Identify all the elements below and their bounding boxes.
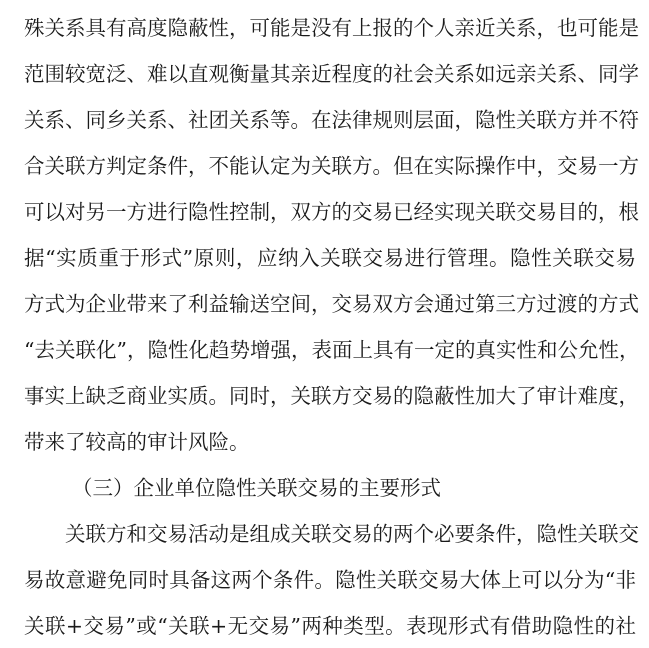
- paragraph1-line-10: 带来了较高的审计风险。: [24, 430, 250, 454]
- paragraph1-line-7: 方式为企业带来了利益输送空间，交易双方会通过第三方过渡的方式: [24, 292, 639, 316]
- paragraph2-line-2: 易故意避免同时具备这两个条件。隐性关联交易大体上可以分为“非: [24, 568, 636, 592]
- paragraph1-line-5: 可以对另一方进行隐性控制，双方的交易已经实现关联交易目的，根: [24, 200, 639, 224]
- paragraph1-line-8: “去关联化”，隐性化趋势增强，表面上具有一定的真实性和公允性，: [24, 338, 640, 362]
- paragraph1-line-4: 合关联方判定条件，不能认定为关联方。但在实际操作中，交易一方: [24, 154, 639, 178]
- paragraph2-line-1: 关联方和交易活动是组成关联交易的两个必要条件，隐性关联交: [65, 522, 639, 546]
- paragraph1-line-9: 事实上缺乏商业实质。同时，关联方交易的隐蔽性加大了审计难度，: [24, 384, 639, 408]
- paragraph1-line-1: 殊关系具有高度隐蔽性，可能是没有上报的个人亲近关系，也可能是: [24, 16, 639, 40]
- paragraph1-line-3: 关系、同乡关系、社团关系等。在法律规则层面，隐性关联方并不符: [24, 108, 639, 132]
- section-heading: （三）企业单位隐性关联交易的主要形式: [72, 476, 441, 500]
- paragraph1-line-2: 范围较宽泛、难以直观衡量其亲近程度的社会关系如远亲关系、同学: [24, 62, 639, 86]
- paragraph1-line-6: 据“实质重于形式”原则，应纳入关联交易进行管理。隐性关联交易: [24, 246, 636, 270]
- paragraph2-line-3: 关联+交易”或“关联+无交易”两种类型。表现形式有借助隐性的社: [24, 614, 636, 638]
